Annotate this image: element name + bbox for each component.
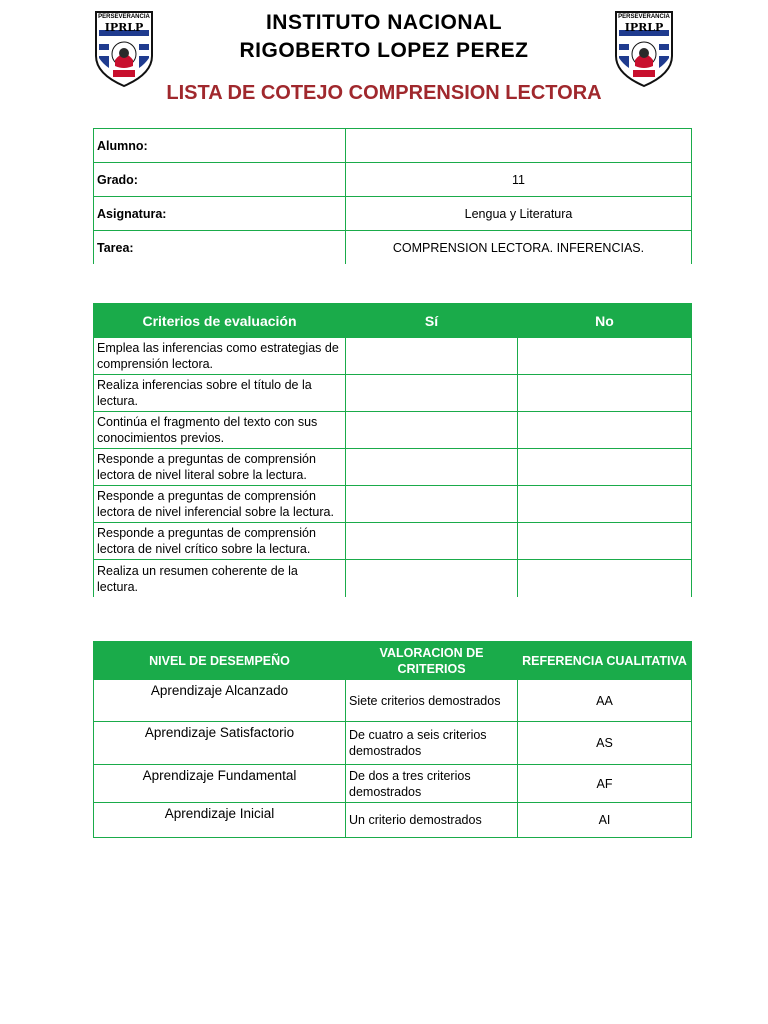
institute-name-line2: RIGOBERTO LOPEZ PEREZ <box>239 39 529 62</box>
criterion-text: Continúa el fragmento del texto con sus conocimientos previos. <box>94 412 346 449</box>
info-row-grado <box>94 163 692 197</box>
no-header: No <box>518 304 692 338</box>
si-check-cell[interactable] <box>346 560 518 598</box>
si-check-cell[interactable] <box>346 486 518 523</box>
criteria-row <box>94 560 692 598</box>
si-check-cell[interactable] <box>346 412 518 449</box>
crest-motto-left: PERSEVERANCIA <box>98 14 150 20</box>
level-name: Aprendizaje Satisfactorio <box>94 722 346 765</box>
si-check-cell[interactable] <box>346 338 518 375</box>
criteria-row <box>94 486 692 523</box>
criterion-text: Responde a preguntas de comprensión lectora de nivel literal sobre la lectura. <box>94 449 346 486</box>
tarea-value: COMPRENSION LECTORA. INFERENCIAS. <box>346 231 692 265</box>
no-check-cell[interactable] <box>518 338 692 375</box>
alumno-value[interactable] <box>346 129 692 163</box>
crest-motto-right: PERSEVERANCIA <box>618 14 670 20</box>
info-label: Grado: <box>94 163 346 197</box>
student-info-table <box>93 128 692 264</box>
level-valoracion: Un criterio demostrados <box>346 803 518 838</box>
no-check-cell[interactable] <box>518 375 692 412</box>
si-check-cell[interactable] <box>346 375 518 412</box>
level-name: Aprendizaje Fundamental <box>94 765 346 803</box>
criterion-text: Responde a preguntas de comprensión lectora de nivel inferencial sobre la lectura. <box>94 486 346 523</box>
criteria-row <box>94 412 692 449</box>
crest-text-left: IPRLP <box>104 21 144 34</box>
criteria-row <box>94 375 692 412</box>
info-label: Tarea: <box>94 231 346 265</box>
referencia-header: REFERENCIA CUALITATIVA <box>518 642 692 680</box>
criterion-text: Realiza un resumen coherente de la lectura. <box>94 560 346 598</box>
si-header: Sí <box>346 304 518 338</box>
level-reference: AA <box>518 680 692 722</box>
level-reference: AI <box>518 803 692 838</box>
valoracion-header: VALORACION DE CRITERIOS <box>346 642 518 680</box>
grado-value: 11 <box>346 163 692 197</box>
criterion-text: Emplea las inferencias como estrategias de comprensión lectora. <box>94 338 346 375</box>
si-check-cell[interactable] <box>346 449 518 486</box>
criterion-text: Realiza inferencias sobre el título de la lectura. <box>94 375 346 412</box>
level-row <box>94 765 692 803</box>
no-check-cell[interactable] <box>518 560 692 598</box>
document-subtitle: LISTA DE COTEJO COMPRENSION LECTORA <box>166 82 602 104</box>
nivel-header: NIVEL DE DESEMPEÑO <box>94 642 346 680</box>
info-row-asignatura <box>94 197 692 231</box>
level-reference: AF <box>518 765 692 803</box>
info-label: Asignatura: <box>94 197 346 231</box>
criteria-row <box>94 449 692 486</box>
level-row <box>94 803 692 838</box>
si-check-cell[interactable] <box>346 523 518 560</box>
criteria-header-row <box>94 304 692 338</box>
level-valoracion: De cuatro a seis criterios demostrados <box>346 722 518 765</box>
level-name: Aprendizaje Alcanzado <box>94 680 346 722</box>
no-check-cell[interactable] <box>518 412 692 449</box>
criteria-header: Criterios de evaluación <box>94 304 346 338</box>
level-reference: AS <box>518 722 692 765</box>
criteria-table <box>93 303 692 597</box>
level-row <box>94 722 692 765</box>
criteria-row <box>94 523 692 560</box>
crest-text-right: IPRLP <box>624 21 664 34</box>
institute-name-line1: INSTITUTO NACIONAL <box>265 11 503 34</box>
no-check-cell[interactable] <box>518 523 692 560</box>
no-check-cell[interactable] <box>518 449 692 486</box>
level-name: Aprendizaje Inicial <box>94 803 346 838</box>
level-row <box>94 680 692 722</box>
no-check-cell[interactable] <box>518 486 692 523</box>
info-row-alumno <box>94 129 692 163</box>
level-valoracion: De dos a tres criterios demostrados <box>346 765 518 803</box>
asignatura-value: Lengua y Literatura <box>346 197 692 231</box>
performance-levels-table <box>93 641 692 838</box>
criteria-row <box>94 338 692 375</box>
criterion-text: Responde a preguntas de comprensión lectora de nivel crítico sobre la lectura. <box>94 523 346 560</box>
level-valoracion: Siete criterios demostrados <box>346 680 518 722</box>
info-label: Alumno: <box>94 129 346 163</box>
levels-header-row <box>94 642 692 680</box>
info-row-tarea <box>94 231 692 265</box>
